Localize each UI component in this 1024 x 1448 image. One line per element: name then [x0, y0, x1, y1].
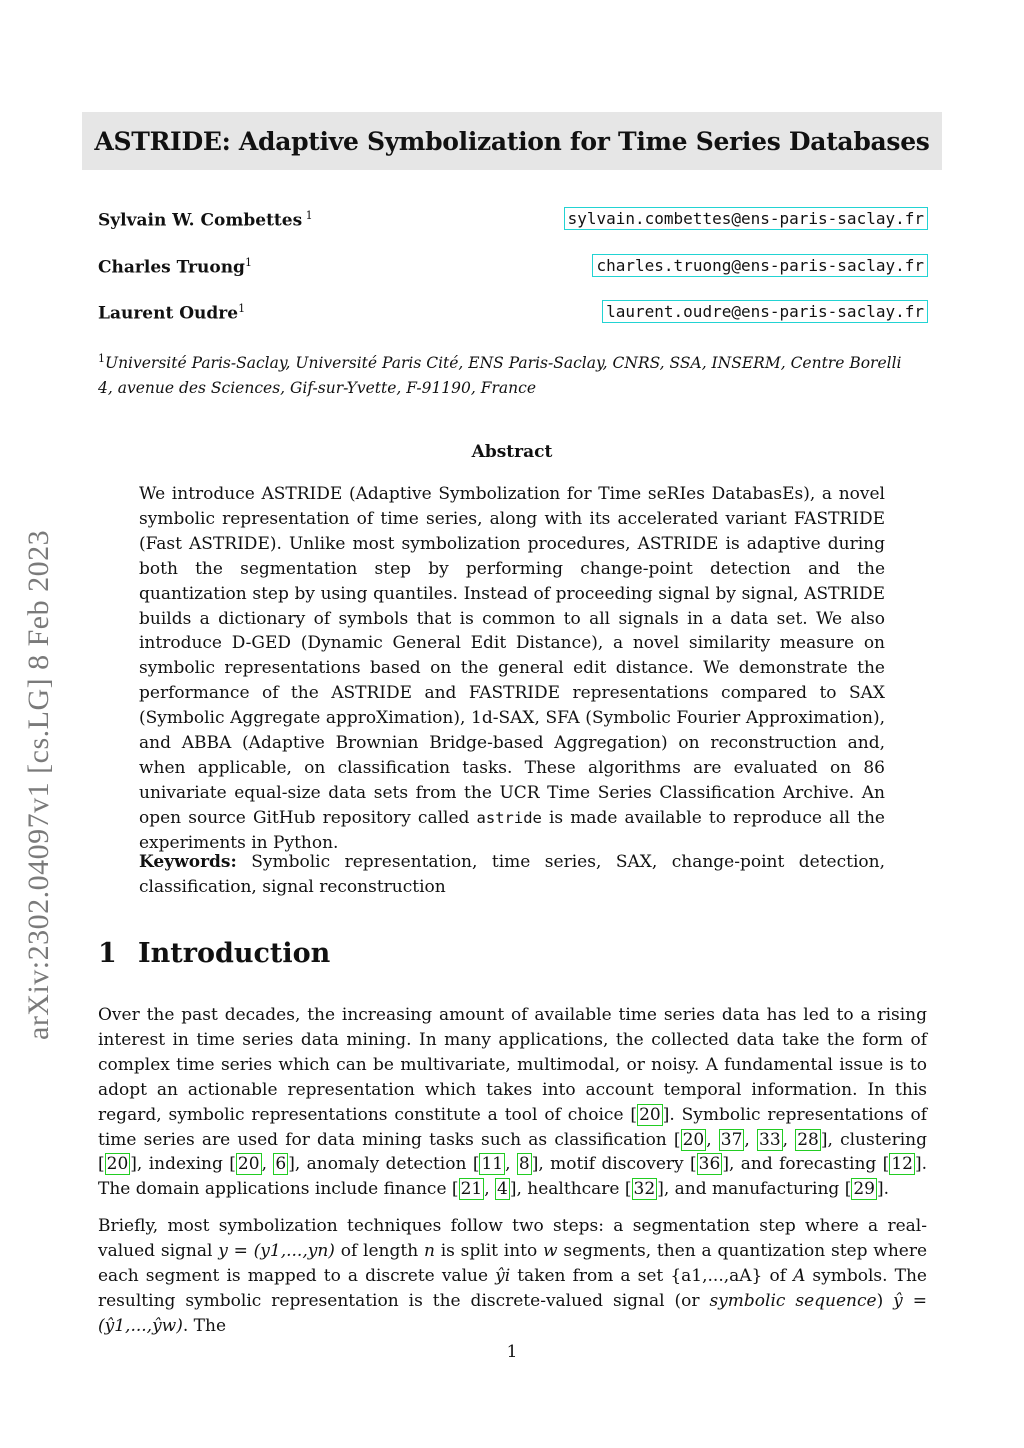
citation-link[interactable]: 20 — [682, 1129, 705, 1150]
citation-link[interactable]: 20 — [237, 1154, 260, 1175]
intro-paragraph-1: Over the past decades, the increasing amount of available time series data has led to a rising interest in time series data mining. In many applications, the collected data take the form of complex time series which can be multivariate, multimodal, or noisy. A fundamental issue is to adopt an actionable representation which takes into account temporal information. In this regard, symbolic representations constitute a tool of choice [ 20 ]. Symbolic representations of time series are used for data mining tasks such as classification [ 20 , 37 , 33 , 28 ], clustering [ 20 ], indexing [ 20 , 6 ], anomaly detection [ 11 , 8 ], motif discovery [ 36 ], and forecasting [ 12 ]. The domain applications include finance [ 21 , 4 ], healthcare [ 32 ], and manufacturing [ 29 ]. — [98, 1005, 927, 1200]
citation-link[interactable]: 12 — [891, 1154, 913, 1175]
page-number: 1 — [506, 1342, 518, 1362]
citation-link[interactable]: 33 — [759, 1129, 781, 1150]
keywords: Keywords: Symbolic representation, time series, SAX, change-point detection, classification, signal reconstruction — [139, 852, 885, 897]
citation-link[interactable]: 29 — [853, 1179, 875, 1200]
abstract-heading: Abstract — [471, 442, 553, 462]
citation-link[interactable]: 37 — [720, 1129, 743, 1150]
citation-link[interactable]: 36 — [698, 1154, 721, 1175]
math-alphabet: {a1,...,aA} — [670, 1265, 763, 1286]
citation-link[interactable]: 28 — [797, 1129, 819, 1150]
author-row — [98, 300, 928, 328]
paper-title: ASTRIDE: Adaptive Symbolization for Time Series Databases — [94, 126, 930, 156]
author-email-link[interactable]: charles.truong@ens-paris-saclay.fr — [592, 254, 928, 277]
citation-link[interactable]: 21 — [460, 1179, 483, 1200]
section-heading: 1 Introduction — [98, 938, 331, 969]
citation-link[interactable]: 32 — [633, 1179, 656, 1200]
author-email-link[interactable]: laurent.oudre@ens-paris-saclay.fr — [602, 300, 928, 323]
intro-paragraph-2: Briefly, most symbolization techniques follow two steps: a segmentation step where a real-valued signal y = (y1,...,yn) of length n is split into w segments, then a quantization step where each segment is mapped to a discrete value ŷi taken from a set {a1,...,aA} of A symbols. The resulting symbolic representation is the discrete-valued signal (or symbolic sequence) ŷ = (ŷ1,...,ŷw). The — [98, 1216, 928, 1336]
math-symbolic-sequence: ŷ = (ŷ1,...,ŷw) — [98, 1290, 927, 1336]
math-signal: y = (y1,...,yn) — [218, 1240, 335, 1261]
citation-link[interactable]: 20 — [639, 1104, 661, 1125]
affiliation: $^1$Université Paris-Saclay, Université Paris Cité, ENS Paris-Saclay, CNRS, SSA, INSERM, Centre Borelli 4, avenue des Sciences, Gif-sur-Yvette, F-91190, France — [98, 352, 902, 398]
title-banner — [82, 112, 942, 170]
citation-link[interactable]: 11 — [481, 1154, 504, 1175]
author-name: Charles Truong$^1$ — [98, 256, 252, 278]
author-name: Laurent Oudre$^1$ — [98, 302, 246, 324]
citation-link[interactable]: 8 — [518, 1154, 530, 1175]
arxiv-identifier: arXiv:2302.04097v1 [cs.LG] 8 Feb 2023 — [22, 529, 55, 1040]
author-email-link[interactable]: sylvain.combettes@ens-paris-saclay.fr — [564, 207, 928, 230]
citation-link[interactable]: 20 — [106, 1154, 129, 1175]
citation-link[interactable]: 4 — [497, 1179, 508, 1200]
author-row — [98, 207, 928, 235]
author-row — [98, 254, 928, 282]
citation-link[interactable]: 6 — [275, 1154, 287, 1175]
author-name: Sylvain W. Combettes $^1$ — [98, 209, 313, 231]
abstract-body: We introduce ASTRIDE (Adaptive Symbolization for Time seRIes DatabasEs), a novel symbolic representation of time series, along with its accelerated variant FASTRIDE (Fast ASTRIDE). Unlike most symbolization procedures, ASTRIDE is adaptive during both the segmentation step by performing change-point detection and the quantization step by using quantiles. Instead of proceeding signal by signal, ASTRIDE builds a dictionary of symbols that is common to all signals in a data set. We also introduce D-GED (Dynamic General Edit Distance), a novel similarity measure on symbolic representations based on the general edit distance. We demonstrate the performance of the ASTRIDE and FASTRIDE representations compared to SAX (Symbolic Aggregate approXimation), 1d-SAX, SFA (Symbolic Fourier Approximation), and ABBA (Adaptive Brownian Bridge-based Aggregation) on reconstruction and, when applicable, on classification tasks. These algorithms are evaluated on 86 univariate equal-size data sets from the UCR Time Series Classification Archive. An open source GitHub repository called astride is made available to reproduce all the experiments in Python. — [139, 484, 885, 853]
